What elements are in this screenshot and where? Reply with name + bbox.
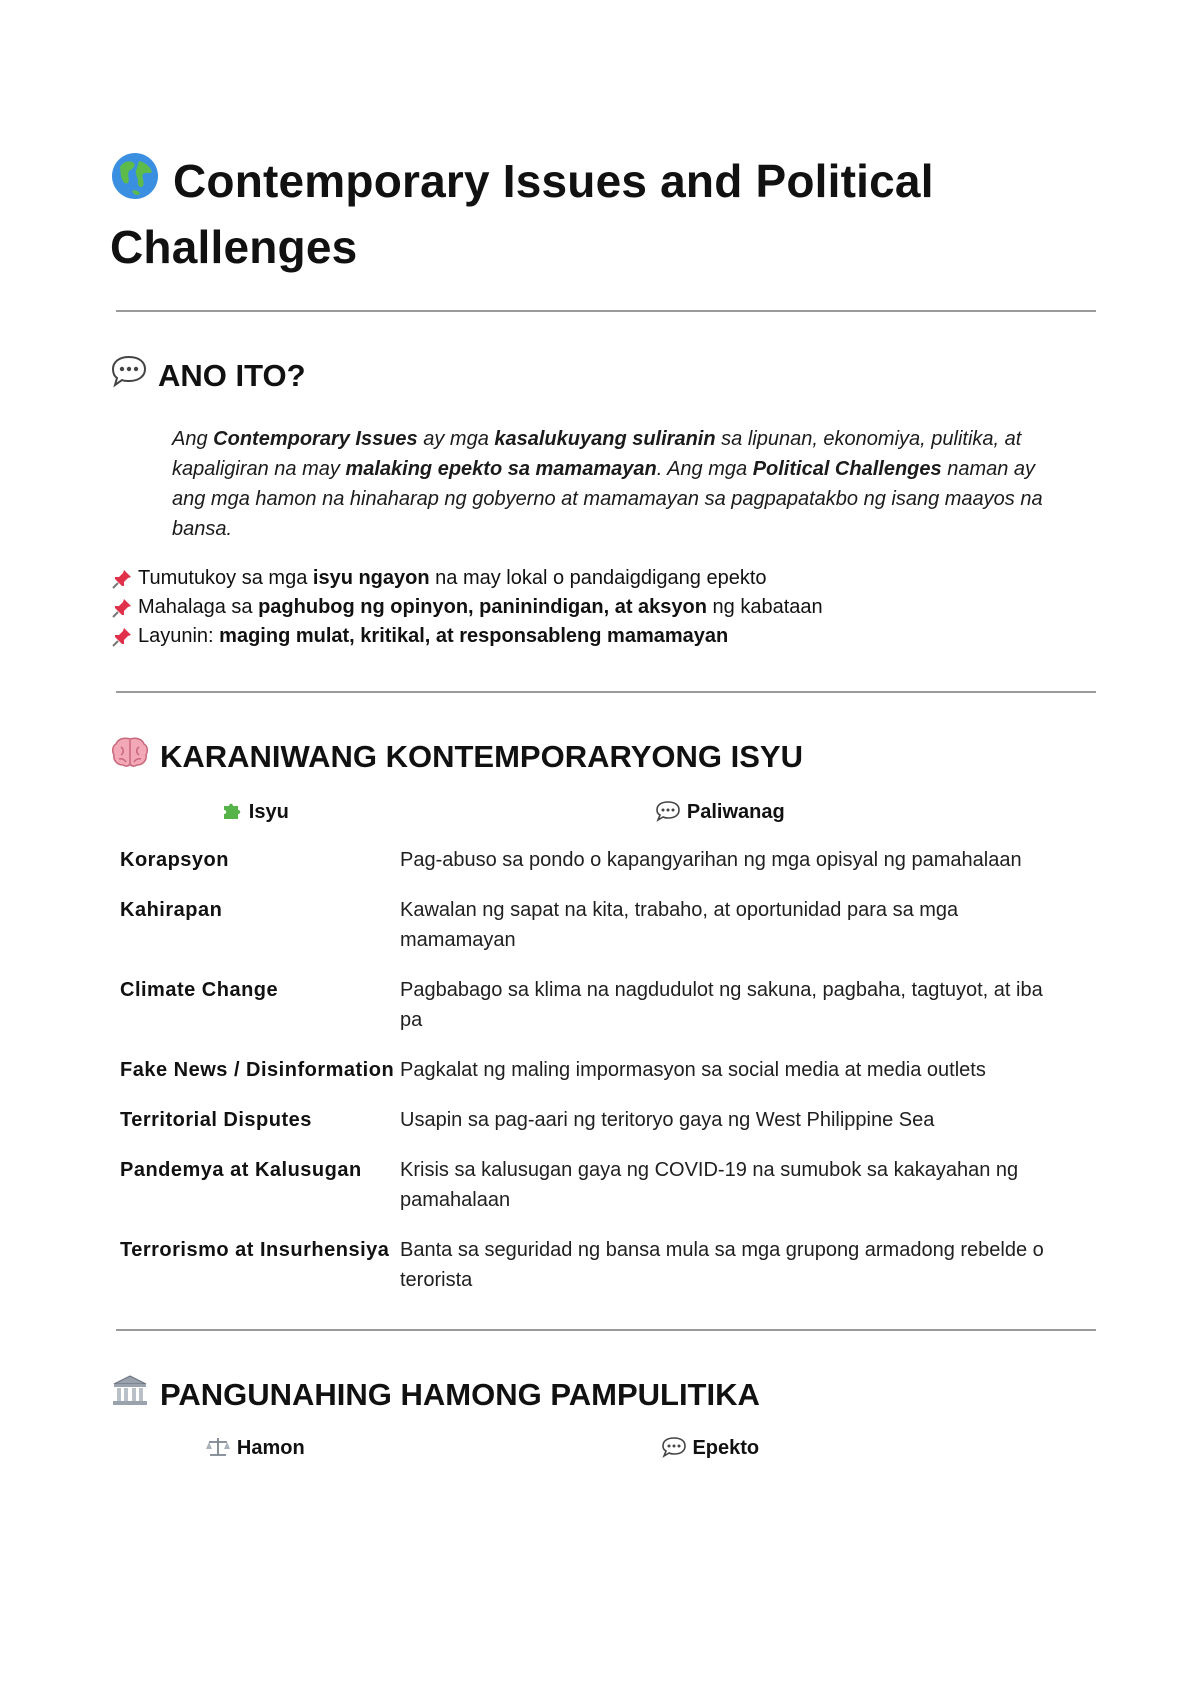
bullet-bold: isyu ngayon <box>312 567 430 589</box>
intro-bold: Political Challenges <box>752 458 942 480</box>
speech-bubble-icon <box>110 354 148 398</box>
intro-text: sa lipunan, ekonomiya, pulitika, at kapaligiran na may <box>172 428 1022 480</box>
section-heading-ano-ito <box>110 354 1095 398</box>
divider <box>116 691 1096 693</box>
issue-cell: Korapsyon <box>120 849 229 871</box>
column-header-isyu <box>110 795 400 829</box>
description-cell: Pagbabago sa klima na nagdudulot ng sakuna, pagbaha, tagtuyot, at iba pa <box>400 979 1043 1031</box>
bullet-list <box>110 564 1095 651</box>
table-header-row <box>110 795 1060 829</box>
intro-bold: Contemporary Issues <box>213 428 418 450</box>
description-cell: Krisis sa kalusugan gaya ng COVID-19 na sumubok sa kakayahan ng pamahalaan <box>400 1159 1019 1211</box>
bullet-text: na may lokal o pandaigdigang epekto <box>429 567 767 589</box>
pushpin-icon <box>110 568 134 590</box>
document <box>110 150 1095 1465</box>
issue-cell: Territorial Disputes <box>120 1109 312 1131</box>
table-row <box>110 1055 1060 1105</box>
intro-text: . Ang mga <box>656 458 753 480</box>
issue-cell: Kahirapan <box>120 899 223 921</box>
description-cell: Banta sa seguridad ng bansa mula sa mga grupong armadong rebelde o terorista <box>400 1239 1044 1291</box>
intro-text: ay mga <box>417 428 495 450</box>
column-header-epekto <box>400 1431 1060 1465</box>
section-heading-text: KARANIWANG KONTEMPORARYONG ISYU <box>160 739 803 774</box>
classical-building-icon <box>110 1373 150 1417</box>
table-header-row <box>110 1431 1060 1465</box>
issue-cell: Terrorismo at Insurhensiya <box>120 1239 390 1261</box>
column-header-text: Hamon <box>236 1437 305 1459</box>
bullet-text: ng kabataan <box>706 596 823 618</box>
pushpin-icon <box>110 597 134 619</box>
bullet-bold: maging mulat, kritikal, at responsableng mamamayan <box>219 625 729 647</box>
divider <box>116 1329 1096 1331</box>
intro-paragraph <box>172 424 1052 544</box>
speech-bubble-icon <box>661 1437 687 1459</box>
list-item <box>110 622 1095 651</box>
scales-icon <box>205 1437 231 1459</box>
table-row <box>110 1235 1060 1315</box>
list-item <box>110 564 1095 593</box>
bullet-text: Tumutukoy sa mga <box>138 567 313 589</box>
column-header-text: Isyu <box>248 801 289 823</box>
issue-cell: Pandemya at Kalusugan <box>120 1159 362 1181</box>
column-header-hamon <box>110 1431 400 1465</box>
description-cell: Pagkalat ng maling impormasyon sa social media at media outlets <box>400 1059 986 1081</box>
bullet-text: Mahalaga sa <box>138 596 259 618</box>
table-row <box>110 1105 1060 1155</box>
bullet-bold: paghubog ng opinyon, paninindigan, at aksyon <box>258 596 707 618</box>
divider <box>116 310 1096 312</box>
intro-bold: malaking epekto sa mamamayan <box>345 458 657 480</box>
description-cell: Kawalan ng sapat na kita, trabaho, at oportunidad para sa mga mamamayan <box>400 899 959 951</box>
column-header-text: Epekto <box>692 1437 760 1459</box>
table-row <box>110 975 1060 1055</box>
intro-bold: kasalukuyang suliranin <box>494 428 716 450</box>
issue-cell: Climate Change <box>120 979 279 1001</box>
challenges-table <box>110 1431 1060 1465</box>
section-heading-text: ANO ITO? <box>158 358 306 393</box>
section-heading-hamon <box>110 1373 1095 1417</box>
puzzle-icon <box>221 801 243 823</box>
description-cell: Pag-abuso sa pondo o kapangyarihan ng mga opisyal ng pamahalaan <box>400 849 1022 871</box>
section-heading-isyu <box>110 735 1095 779</box>
pushpin-icon <box>110 626 134 648</box>
column-header-text: Paliwanag <box>686 801 785 823</box>
page-title <box>110 150 1095 278</box>
intro-text: naman ay ang mga hamon na hinaharap ng gobyerno at mamamayan sa pagpapatakbo ng isang maayos na bansa. <box>172 458 1043 540</box>
title-line-1: Contemporary Issues and Political <box>172 155 934 207</box>
section-heading-text: PANGUNAHING HAMONG PAMPULITIKA <box>160 1377 760 1412</box>
list-item <box>110 593 1095 622</box>
brain-icon <box>110 735 150 779</box>
table-row <box>110 845 1060 895</box>
bullet-text: Layunin: <box>138 625 220 647</box>
column-header-paliwanag <box>400 795 1060 829</box>
issue-cell: Fake News / Disinformation <box>120 1059 395 1081</box>
title-line-2: Challenges <box>110 221 358 273</box>
intro-text: Ang <box>172 428 214 450</box>
globe-icon <box>110 151 160 216</box>
description-cell: Usapin sa pag-aari ng teritoryo gaya ng West Philippine Sea <box>400 1109 935 1131</box>
speech-bubble-icon <box>655 801 681 823</box>
issues-table <box>110 795 1060 1315</box>
table-row <box>110 895 1060 975</box>
table-row <box>110 1155 1060 1235</box>
